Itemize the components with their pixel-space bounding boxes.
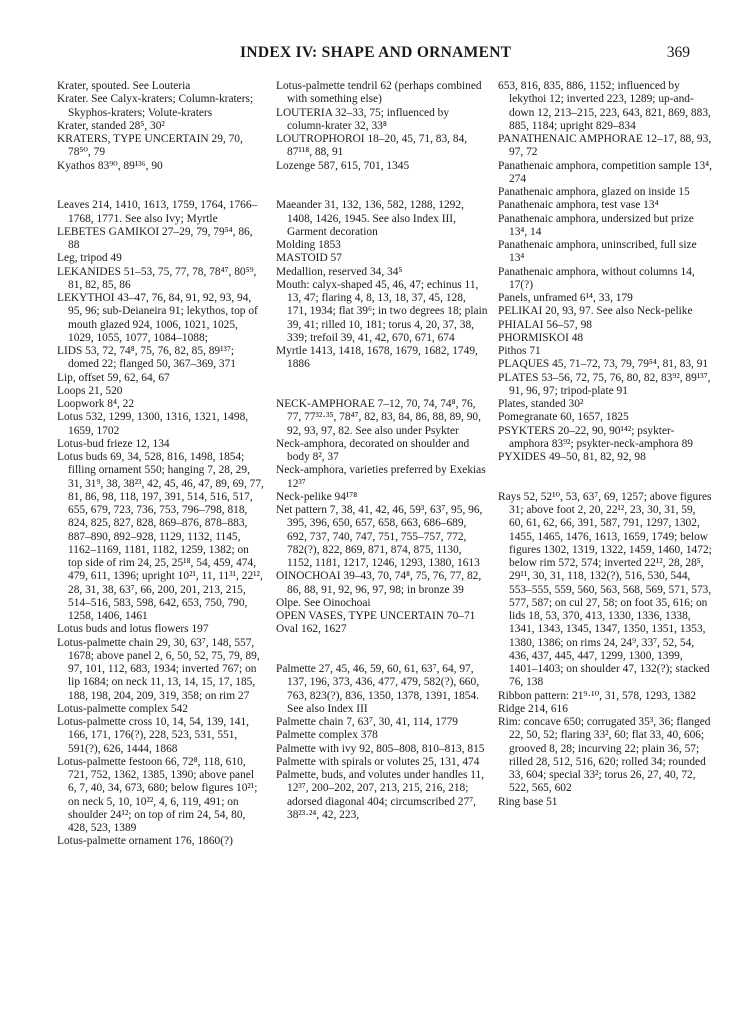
index-entry: Rim: concave 650; corrugated 35³, 36; flanged 22, 50, 52; flaring 33², 60; flat 33, 40, 606; grooved 8, 28; incurving 22; plain 36, 57; rilled 28, 512, 516, 620; rolled 34; rounded 33, 604; special 33²; torus 26, 27, 40, 72, 522, 565, 602 — [498, 716, 711, 795]
index-entry: Lotus buds and lotus flowers 197 — [57, 623, 209, 636]
block-separator — [498, 464, 712, 491]
index-entry: Panathenaic amphora, competition sample 13⁴, 274 — [498, 159, 713, 185]
index-entry: Krater. See Calyx-kraters; Column-kraters; Skyphos-kraters; Volute-kraters — [57, 93, 254, 119]
index-entry: Krater, standed 28⁵, 30² — [57, 119, 165, 132]
index-entry: Lotus-palmette festoon 66, 72⁸, 118, 610, 721, 752, 1362, 1385, 1390; above panel 6, 7, 40, 34, 673, 680; below figures 10²¹; on neck 5, 10, 10²², 4, 6, 119, 491; on shoulder 24¹²; on top of rim 24, 54, 80, 428, 523, 1389 — [57, 755, 258, 834]
index-entry: Pithos 71 — [498, 345, 541, 357]
index-entry: LOUTROPHOROI 18–20, 45, 71, 83, 84, 87¹¹⁸, 88, 91 — [276, 133, 468, 159]
index-entry: Panathenaic amphora, test vase 13⁴ — [498, 199, 659, 212]
index-entry: Loopwork 8⁴, 22 — [57, 398, 135, 410]
index-entry: PHIALAI 56–57, 98 — [498, 318, 592, 331]
index-entry: PELIKAI 20, 93, 97. See also Neck-pelike — [498, 305, 693, 318]
index-entry: Maeander 31, 132, 136, 582, 1288, 1292, 1408, 1426, 1945. See also Index III, Garment decoration — [276, 199, 464, 238]
index-entry: Lozenge 587, 615, 701, 1345 — [276, 159, 410, 172]
index-entry: NECK-AMPHORAE 7–12, 70, 74, 74⁸, 76, 77, 77³²·³⁵, 78⁴⁷, 82, 83, 84, 86, 88, 89, 90, 92, 93, 97, 82. See also under Psykter — [276, 398, 481, 437]
index-entry: PLATES 53–56, 72, 75, 76, 80, 82, 83⁹², 89¹³⁷, 91, 96, 97; tripod-plate 91 — [498, 371, 711, 397]
index-entry: Ridge 214, 616 — [498, 702, 568, 715]
index-entry: Lotus-palmette tendril 62 (perhaps combined with something else) — [276, 80, 482, 106]
index-entry: Pomegranate 60, 1657, 1825 — [498, 411, 629, 424]
index-entry: LEKANIDES 51–53, 75, 77, 78, 78⁴⁷, 80⁵⁹, 81, 82, 85, 86 — [57, 265, 257, 291]
block-separator — [276, 372, 488, 399]
index-entry: PHORMISKOI 48 — [498, 331, 584, 344]
index-column-3 — [498, 80, 712, 809]
index-entry: Rays 52, 52¹⁰, 53, 63⁷, 69, 1257; above figures 31; above foot 2, 20, 22¹², 23, 30, 31, 59, 60, 61, 62, 66, 391, 587, 791, 1297, 1302, 1455, 1465, 1476, 1613, 1659, 1749; below figures 1302, 1319, 1322, 1459, 1460, 1472; below rim 572, 574; inverted 22¹², 28, 28⁵, 29¹¹, 30, 31, 118, 132(?), 516, 530, 544, 553–555, 559, 560, 563, 568, 569, 571, 573, 577, 587; on cul 27, 58; on foot 35, 616; on lids 18, 53, 370, 413, 1330, 1336, 1338, 1341, 1343, 1345, 1347, 1350, 1351, 1353, 1380, 1386; on rims 24, 24⁹, 33⁷, 52, 54, 436, 437, 445, 447, 1299, 1300, 1399, 1401–1403; on shoulder 47, 132(?); stacked 76, 138 — [498, 490, 712, 689]
index-entry: Palmette chain 7, 63⁷, 30, 41, 114, 1779 — [276, 716, 458, 728]
index-entry: Olpe. See Oinochoai — [276, 596, 371, 609]
index-entry: Leaves 214, 1410, 1613, 1759, 1764, 1766–1768, 1771. See also Ivy; Myrtle — [57, 199, 258, 225]
index-entry: Panathenaic amphora, uninscribed, full size 13⁴ — [498, 239, 697, 265]
page-header — [240, 44, 690, 64]
index-entry: Kyathos 83⁹⁰, 89¹³⁶, 90 — [57, 159, 163, 172]
index-entry: Ribbon pattern: 21⁹·¹⁰, 31, 578, 1293, 1382 — [498, 689, 696, 702]
index-entry: Palmette complex 378 — [276, 729, 378, 742]
index-entry: Panels, unframed 6¹⁴, 33, 179 — [498, 292, 633, 304]
index-entry: Neck-amphora, decorated on shoulder and body 8², 37 — [276, 437, 470, 463]
index-entry: Plates, standed 30² — [498, 398, 584, 410]
index-entry: LEKYTHOI 43–47, 76, 84, 91, 92, 93, 94, 95, 96; sub-Deianeira 91; lekythos, top of mouth glazed 924, 1006, 1021, 1025, 1029, 1055, 1077, 1084–1088; — [57, 292, 258, 344]
index-entry: Ring base 51 — [498, 795, 558, 808]
index-column-1 — [57, 80, 265, 849]
index-entry: KRATERS, TYPE UNCERTAIN 29, 70, 78⁵⁰, 79 — [57, 133, 243, 159]
index-entry: Medallion, reserved 34, 34⁵ — [276, 265, 403, 278]
index-entry: Molding 1853 — [276, 239, 341, 251]
index-entry: Palmette with spirals or volutes 25, 131, 474 — [276, 755, 480, 768]
index-entry: Palmette, buds, and volutes under handles 11, 12³⁷, 200–202, 207, 213, 215, 216, 218; adorsed diagonal 404; circumscribed 27⁷, 38²³·²⁴, 42, 223, — [276, 769, 485, 821]
index-entry: Lotus buds 69, 34, 528, 816, 1498, 1854; filling ornament 550; hanging 7, 28, 29, 31, 31⁹, 38, 38²³, 42, 45, 46, 47, 89, 69, 77, 81, 86, 98, 118, 197, 391, 514, 516, 517, 655, 679, 723, 736, 753, 796–798, 818, 824, 825, 827, 828, 869–876, 878–883, 887–890, 892–928, 1129, 1132, 1145, 1162–1169, 1181, 1182, 1259, 1382; on top side of rim 24, 25, 25¹⁸, 54, 459, 474, 479, 611, 1396; upright 10²¹, 11, 11³¹, 22¹², 28, 31, 38, 63⁷, 66, 200, 201, 213, 215, 514–516, 583, 598, 642, 653, 750, 790, 1258, 1406, 1461 — [57, 451, 264, 622]
index-entry: Lotus-palmette cross 10, 14, 54, 139, 141, 166, 171, 176(?), 228, 523, 531, 551, 591(?), 626, 1444, 1868 — [57, 716, 250, 755]
index-entry: Panathenaic amphora, without columns 14, 17(?) — [498, 265, 695, 291]
index-entry: Leg, tripod 49 — [57, 252, 122, 265]
index-entry: Oval 162, 1627 — [276, 623, 347, 636]
index-entry: Palmette 27, 45, 46, 59, 60, 61, 63⁷, 64, 97, 137, 196, 373, 436, 477, 479, 582(?), 660, 763, 823(?), 836, 1350, 1378, 1391, 1854. See also Index III — [276, 663, 480, 715]
index-entry: LEBETES GAMIKOI 27–29, 79, 79⁵⁴, 86, 88 — [57, 225, 253, 251]
index-entry: Lotus-palmette complex 542 — [57, 702, 188, 715]
index-entry: Krater, spouted. See Louteria — [57, 80, 191, 92]
index-entry: Mouth: calyx-shaped 45, 46, 47; echinus 11, 13, 47; flaring 4, 8, 13, 18, 37, 45, 128, 171, 1934; flat 39⁶; in two degrees 18; plain 39, 41; rilled 10, 181; torus 4, 20, 37, 38, 339; trefoil 39, 41, 42, 670, 671, 674 — [276, 278, 488, 344]
block-separator — [276, 173, 488, 200]
index-entry: PLAQUES 45, 71–72, 73, 79, 79⁵⁴, 81, 83, 91 — [498, 358, 709, 371]
index-entry: PYXIDES 49–50, 81, 82, 92, 98 — [498, 451, 646, 463]
index-title: INDEX IV: SHAPE AND ORNAMENT — [240, 44, 512, 61]
index-entry: Myrtle 1413, 1418, 1678, 1679, 1682, 1749, 1886 — [276, 345, 478, 371]
index-entry: Lotus-palmette ornament 176, 1860(?) — [57, 835, 233, 848]
page-number: 369 — [666, 44, 690, 61]
index-entry: OINOCHOAI 39–43, 70, 74⁸, 75, 76, 77, 82, 86, 88, 91, 92, 96, 97, 98; in bronze 39 — [276, 570, 482, 596]
index-entry: Lotus-palmette chain 29, 30, 63⁷, 148, 557, 1678; above panel 2, 6, 50, 52, 75, 79, 89, 97, 101, 112, 683, 1934; inverted 767; on lip 1684; on neck 11, 13, 14, 15, 17, 185, 188, 198, 204, 209, 319, 358; on rim 27 — [57, 636, 260, 702]
index-entry: PSYKTERS 20–22, 90, 90¹⁴²; psykter-amphora 83⁹²; psykter-neck-amphora 89 — [498, 424, 693, 450]
index-entry: PANATHENAIC AMPHORAE 12–17, 88, 93, 97, 72 — [498, 133, 712, 159]
index-column-2 — [276, 80, 488, 822]
index-entry: OPEN VASES, TYPE UNCERTAIN 70–71 — [276, 610, 476, 622]
index-entry: Panathenaic amphora, glazed on inside 15 — [498, 186, 690, 198]
index-entry: Palmette with ivy 92, 805–808, 810–813, 815 — [276, 742, 485, 755]
index-entry: Neck-amphora, varieties preferred by Exekias 12³⁷ — [276, 464, 486, 490]
index-entry: Lip, offset 59, 62, 64, 67 — [57, 371, 170, 384]
block-separator — [276, 637, 488, 664]
index-entry: MASTOID 57 — [276, 252, 342, 265]
index-entry: LIDS 53, 72, 74⁸, 75, 76, 82, 85, 89¹³⁷; domed 22; flanged 50, 367–369, 371 — [57, 345, 236, 371]
index-entry: Loops 21, 520 — [57, 384, 123, 397]
index-entry: 653, 816, 835, 886, 1152; influenced by lekythoi 12; inverted 223, 1289; up-and-down 12, 213–215, 223, 643, 821, 869, 883, 885, 1184; upright 829–834 — [498, 80, 711, 132]
index-entry: Net pattern 7, 38, 41, 42, 46, 59³, 63⁷, 95, 96, 395, 396, 650, 657, 658, 663, 686–689, 692, 737, 740, 747, 751, 755–757, 772, 782(?), 822, 869, 871, 874, 875, 1130, 1152, 1181, 1217, 1246, 1293, 1380, 1613 — [276, 504, 483, 569]
block-separator — [57, 173, 265, 200]
index-entry: Neck-pelike 94¹⁷⁸ — [276, 490, 358, 503]
index-entry: Lotus-bud frieze 12, 134 — [57, 437, 170, 450]
index-entry: Lotus 532, 1299, 1300, 1316, 1321, 1498, 1659, 1702 — [57, 411, 249, 437]
index-entry: Panathenaic amphora, undersized but prize 13⁴, 14 — [498, 212, 694, 238]
index-entry: LOUTERIA 32–33, 75; influenced by column-krater 32, 33⁸ — [276, 106, 450, 132]
